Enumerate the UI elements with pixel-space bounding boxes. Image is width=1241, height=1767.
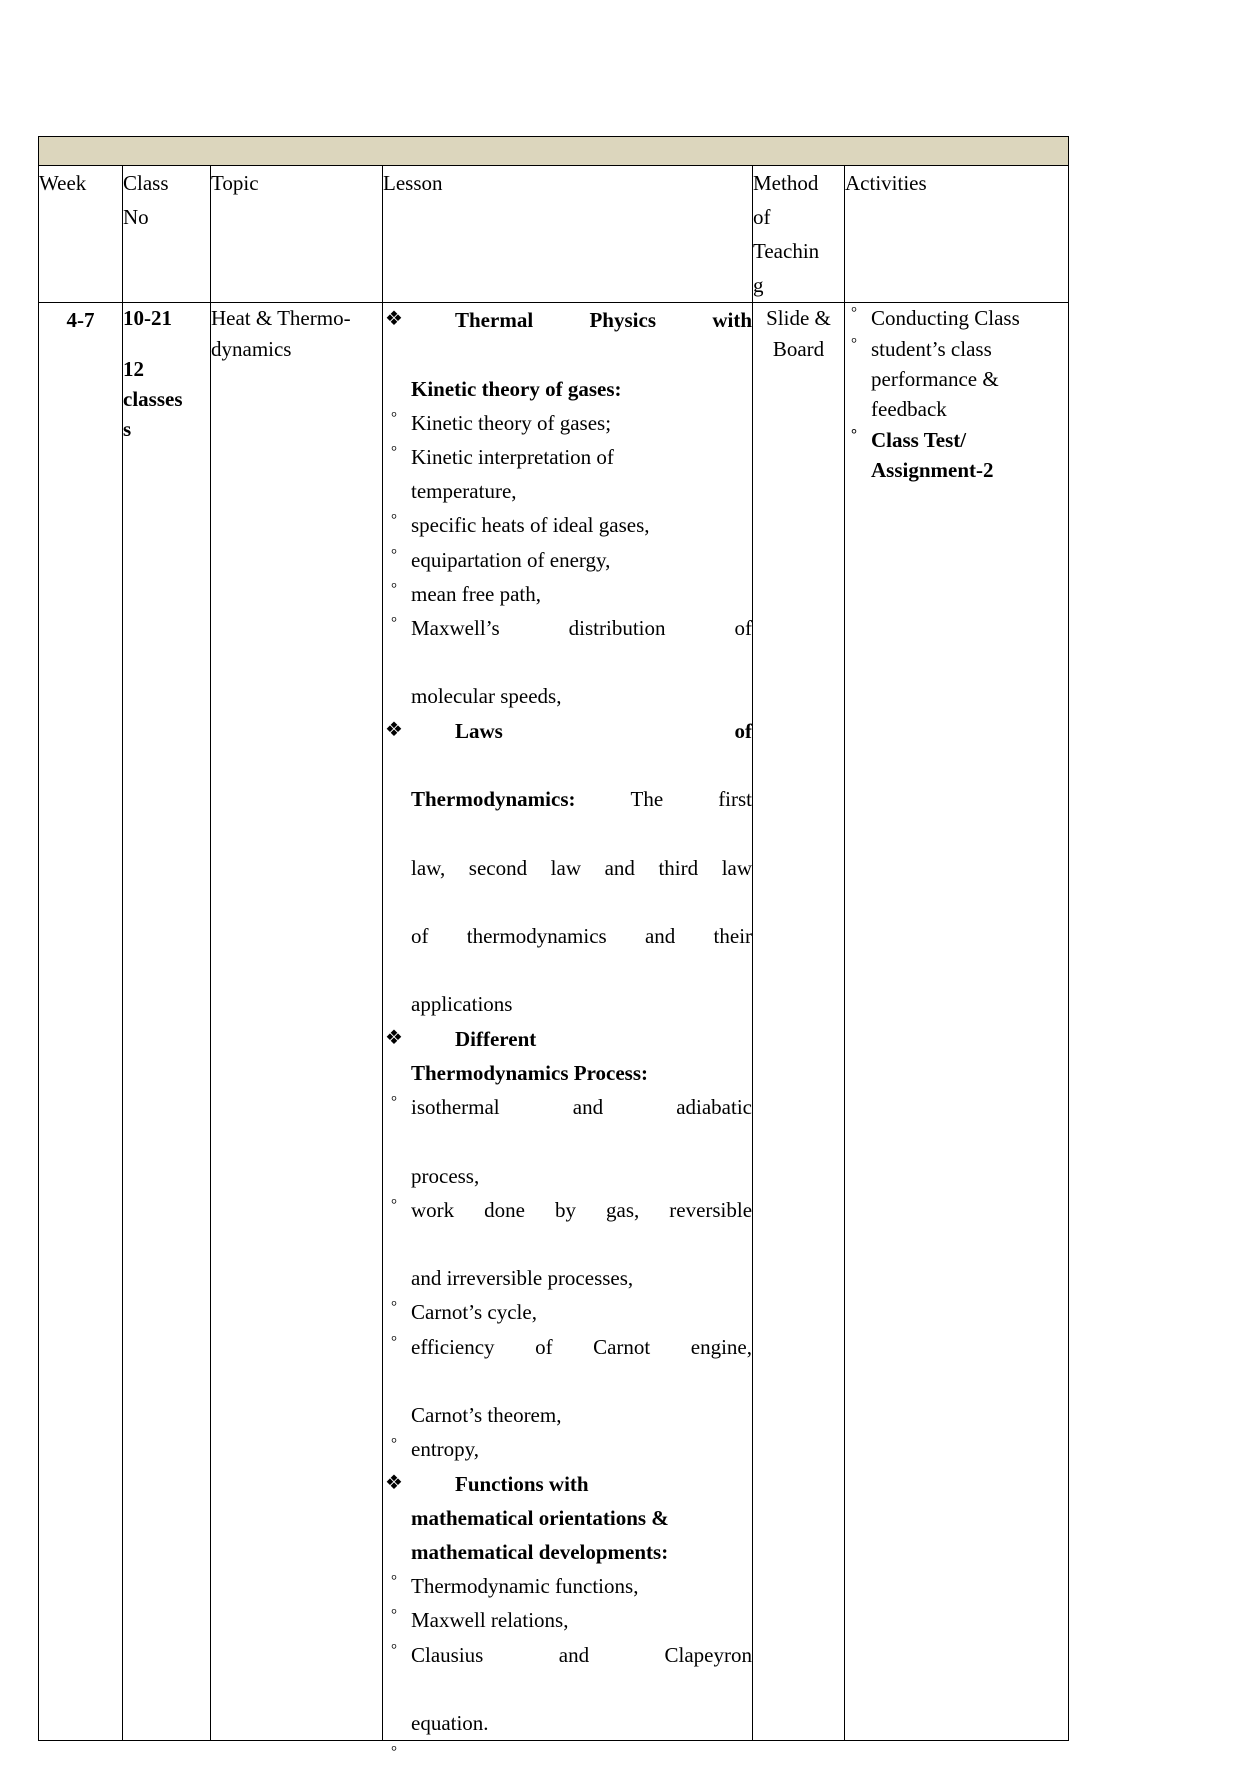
lesson-item-word: gas,	[606, 1197, 640, 1222]
cell-class-no	[123, 303, 211, 1741]
lesson-heading-word: Different	[455, 1026, 537, 1051]
lesson-heading-laws-of-thermodynamics	[383, 714, 752, 1022]
ring-bullet-icon: °	[391, 1573, 397, 1590]
lesson-heading-different-thermodynamics-process	[383, 1022, 752, 1090]
lesson-item-word: engine,	[690, 1334, 752, 1359]
ring-bullet-icon: °	[391, 1744, 397, 1761]
ring-bullet-icon: °	[391, 1607, 397, 1624]
table-header-row	[39, 166, 1069, 303]
ring-bullet-icon: °	[391, 580, 397, 597]
lesson-heading-word: Functions with	[455, 1471, 589, 1496]
cell-lesson	[383, 303, 753, 1761]
lesson-item	[383, 1432, 752, 1466]
cell-topic: Heat & Thermo-dynamics	[211, 303, 383, 1741]
lesson-list	[383, 303, 753, 1761]
lesson-heading-word: Physics	[589, 308, 656, 333]
ring-bullet-icon: °	[391, 1094, 397, 1111]
column-header-lesson: Lesson	[383, 166, 753, 303]
lesson-item	[383, 577, 752, 611]
ring-bullet-icon: °	[851, 426, 857, 443]
lesson-body-word: law	[721, 855, 753, 880]
ring-bullet-icon: °	[391, 615, 397, 632]
ring-bullet-icon: °	[851, 335, 857, 352]
lesson-item-word: and	[572, 1095, 604, 1120]
lesson-item-word: work	[411, 1197, 455, 1222]
activity-item	[845, 303, 1068, 333]
lesson-item-word: reversible	[669, 1197, 753, 1222]
lesson-body-line: applications	[411, 992, 513, 1017]
class-no-count: 12 classess	[123, 356, 183, 442]
lesson-item	[383, 1295, 752, 1329]
lesson-item-text-cont: and irreversible processes,	[411, 1266, 634, 1291]
lesson-plan-table	[38, 136, 1069, 1761]
lesson-item-text: equipartation of energy,	[411, 547, 611, 572]
ring-bullet-icon: °	[391, 1333, 397, 1350]
column-header-method-line4: g	[753, 273, 764, 298]
lesson-item-text: specific heats of ideal gases,	[411, 513, 650, 538]
lesson-heading-word: Laws	[455, 718, 503, 743]
lesson-item-text: mean free path,	[411, 581, 542, 606]
lesson-item-word: Maxwell’s	[411, 616, 500, 641]
lesson-item-word: Clapeyron	[664, 1642, 752, 1667]
lesson-heading-line3: mathematical developments:	[411, 1539, 669, 1564]
lesson-item-word: isothermal	[411, 1095, 500, 1120]
lesson-heading-line2: Thermodynamics Process:	[411, 1060, 648, 1085]
cell-activities	[845, 303, 1069, 1741]
activity-item-text: Class Test/ Assignment-2	[871, 427, 994, 483]
activity-item-text: student’s class performance & feedback	[871, 336, 999, 422]
column-header-class-no-line2: No	[123, 205, 149, 230]
header-band	[39, 137, 1069, 166]
lesson-item-text: Kinetic interpretation of	[411, 444, 614, 469]
column-header-class-no	[123, 166, 211, 303]
lesson-item-text-cont: Carnot’s theorem,	[411, 1403, 562, 1428]
activity-list	[845, 303, 1068, 486]
lesson-body-word: law,	[411, 855, 446, 880]
lesson-item-word: by	[555, 1197, 576, 1222]
ring-bullet-icon: °	[391, 1196, 397, 1213]
table-row	[39, 303, 1069, 1741]
column-header-method-line1: Method	[753, 171, 819, 195]
ring-bullet-icon: °	[391, 512, 397, 529]
lesson-item	[383, 508, 752, 542]
lesson-item-word: of	[535, 1334, 553, 1359]
lesson-item	[383, 1090, 752, 1193]
table-top-band-row	[39, 137, 1069, 166]
lesson-item-word: and	[558, 1642, 590, 1667]
ring-bullet-icon: °	[391, 409, 397, 426]
diamond-bullet-icon: ❖	[385, 716, 403, 741]
lesson-heading-word: Thermodynamics:	[411, 787, 576, 812]
class-no-range: 10-21	[123, 306, 172, 331]
activity-item	[845, 334, 1068, 425]
lesson-plan-table-wrapper	[38, 136, 1068, 1761]
lesson-item-text-cont: temperature,	[411, 479, 517, 504]
lesson-body-word: third	[658, 855, 699, 880]
ring-bullet-icon: °	[391, 443, 397, 460]
lesson-item-word: done	[484, 1197, 525, 1222]
ring-bullet-icon: °	[391, 1436, 397, 1453]
activity-item-text: Conducting Class	[871, 306, 1020, 331]
ring-bullet-icon: °	[391, 1299, 397, 1316]
lesson-item-text-cont: process,	[411, 1163, 480, 1188]
lesson-item-text-cont: molecular speeds,	[411, 684, 562, 709]
lesson-body-word: first	[718, 787, 753, 812]
lesson-body-word: law	[550, 855, 581, 880]
lesson-body-word: and	[644, 924, 676, 948]
column-header-method-line2: of	[753, 205, 771, 230]
class-no-gap	[123, 334, 210, 354]
cell-method-of-teaching: Slide & Board	[753, 303, 845, 1741]
lesson-item-text: entropy,	[411, 1437, 480, 1462]
lesson-item	[383, 1193, 752, 1296]
lesson-heading-word: of	[734, 718, 752, 743]
lesson-item	[383, 543, 752, 577]
lesson-item	[383, 406, 752, 440]
lesson-item-word: of	[734, 616, 752, 641]
lesson-heading-word: with	[712, 308, 753, 333]
column-header-activities: Activities	[845, 166, 1069, 303]
lesson-item-text: Carnot’s cycle,	[411, 1300, 537, 1325]
lesson-body-word: their	[713, 924, 753, 948]
lesson-item-word: adiabatic	[676, 1095, 752, 1120]
lesson-item	[383, 440, 752, 508]
lesson-body-word: of	[411, 924, 429, 948]
lesson-item-word: distribution	[568, 616, 666, 641]
lesson-item-text: Thermodynamic functions,	[411, 1574, 639, 1599]
lesson-item	[383, 1569, 752, 1603]
column-header-method-line3: Teachin	[753, 239, 820, 264]
lesson-item-word: Carnot	[593, 1334, 651, 1359]
lesson-item-word: Clausius	[411, 1642, 484, 1667]
ring-bullet-icon: °	[391, 1641, 397, 1658]
lesson-item	[383, 611, 752, 714]
column-header-week: Week	[39, 166, 123, 303]
lesson-item	[383, 1330, 752, 1433]
activity-item	[845, 425, 1068, 486]
lesson-heading-line2: mathematical orientations &	[411, 1505, 669, 1530]
lesson-item-word: efficiency	[411, 1334, 495, 1359]
ring-bullet-icon: °	[391, 546, 397, 563]
lesson-body-word: second	[468, 855, 528, 880]
lesson-item-text-cont: equation.	[411, 1711, 489, 1736]
lesson-item-text: Kinetic theory of gases;	[411, 410, 612, 435]
ring-bullet-icon: °	[851, 305, 857, 322]
cell-week: 4-7	[39, 303, 123, 1741]
column-header-class-no-line1: Class	[123, 171, 169, 195]
diamond-bullet-icon: ❖	[385, 1469, 403, 1494]
lesson-item	[383, 1638, 752, 1741]
lesson-heading-line2: Kinetic theory of gases:	[411, 376, 622, 401]
lesson-body-word: thermodynamics	[466, 924, 607, 948]
lesson-body-word: The	[630, 787, 664, 812]
column-header-method-of-teaching	[753, 166, 845, 303]
column-header-topic: Topic	[211, 166, 383, 303]
lesson-body-word: and	[604, 855, 635, 880]
lesson-heading-functions-with-mathematical-orientations	[383, 1467, 752, 1570]
lesson-heading-thermal-physics	[383, 303, 752, 406]
lesson-item	[383, 1603, 752, 1637]
diamond-bullet-icon: ❖	[385, 1024, 403, 1049]
lesson-item-text: Maxwell relations,	[411, 1608, 569, 1633]
diamond-bullet-icon: ❖	[385, 306, 403, 331]
lesson-heading-word: Thermal	[455, 308, 534, 333]
